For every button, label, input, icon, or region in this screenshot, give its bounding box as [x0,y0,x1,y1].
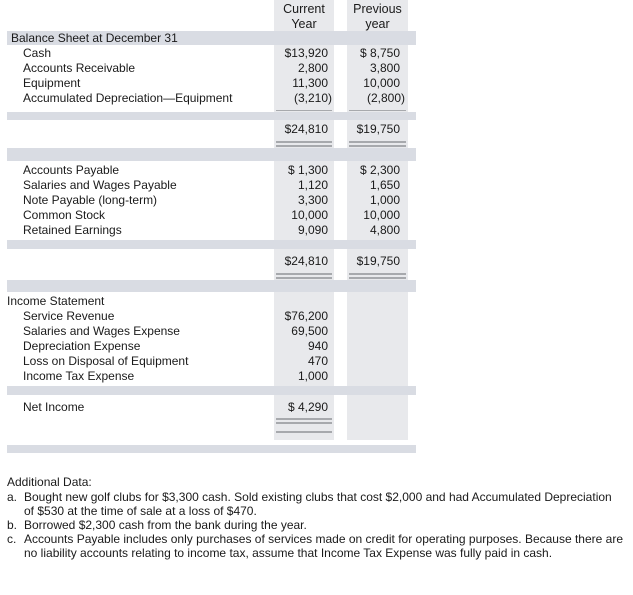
income-item-current: 69,500 [291,324,328,338]
asset-previous: (2,800) [366,91,405,105]
asset-total-double-rule [349,141,406,143]
item-text: Accounts Payable includes only purchases of services made on credit for operating purposes. Because there are no liability accounts relating to income tax, assume that Income Tax Expense was fully paid in cash. [24,532,624,560]
item-text: Bought new golf clubs for $3,300 cash. Sold existing clubs that cost $2,000 and had Accumulated Depreciation of $530 at the time of sale at a loss of $470. [24,490,612,518]
income-item-current: 1,000 [297,369,328,383]
liability-total-double-rule [276,277,332,279]
net-income-double-rule [276,418,332,420]
income-item-label: Service Revenue [23,309,115,323]
liability-label: Salaries and Wages Payable [23,178,177,192]
liability-previous: 1,650 [369,178,400,192]
liability-current: $ 1,300 [287,163,328,177]
income-item-current: $76,200 [284,309,328,323]
liability-label: Common Stock [23,208,106,222]
net-income-double-rule [276,431,332,433]
asset-separator-band [7,112,416,120]
income-item-label: Income Tax Expense [23,369,135,383]
item-letter: c. [7,532,17,546]
liability-previous: 4,800 [369,223,400,237]
asset-label: Accounts Receivable [23,61,136,75]
bottom-band [7,445,416,453]
asset-subtotal-rule [349,110,406,111]
asset-previous: 10,000 [363,76,400,90]
current-year-header: Current Year [283,2,325,31]
asset-previous: $ 8,750 [359,46,400,60]
balance-sheet-title: Balance Sheet at December 31 [11,31,178,45]
income-item-label: Salaries and Wages Expense [23,324,180,338]
net-income-current: $ 4,290 [287,400,328,414]
asset-current: $13,920 [284,46,328,60]
liability-current: 3,300 [297,193,328,207]
asset-total-double-rule [349,145,406,147]
asset-label: Cash [23,46,52,60]
item-letter: b. [7,518,18,532]
liability-total-previous: $19,750 [356,254,400,268]
item-letter: a. [7,490,18,504]
liability-previous: 10,000 [363,208,400,222]
asset-current: (3,210) [293,91,332,105]
asset-subtotal-rule [276,110,332,111]
asset-label: Accumulated Depreciation—Equipment [23,91,233,105]
net-income-label: Net Income [23,400,85,414]
income-statement-title: Income Statement [7,294,105,308]
asset-total-current: $24,810 [284,122,328,136]
liability-previous: 1,000 [369,193,400,207]
item-text: Borrowed $2,300 cash from the bank during the year. [24,518,307,532]
additional-data-title: Additional Data: [7,475,92,489]
liability-total-double-rule [349,277,406,279]
liability-total-double-rule [276,273,332,275]
additional-item [7,532,623,560]
liability-separator-band [7,240,416,249]
liability-label: Note Payable (long-term) [23,193,158,207]
liability-total-double-rule [349,273,406,275]
liabilities-band [7,148,416,161]
income-item-current: 470 [307,354,328,368]
asset-total-double-rule [276,145,332,147]
additional-item [7,518,623,532]
liability-total-current: $24,810 [284,254,328,268]
liability-label: Retained Earnings [23,223,122,237]
asset-previous: 3,800 [369,61,400,75]
asset-current: 2,800 [297,61,328,75]
liability-current: 9,090 [297,223,328,237]
income-item-label: Loss on Disposal of Equipment [23,354,189,368]
liability-previous: $ 2,300 [359,163,400,177]
liability-current: 10,000 [291,208,328,222]
additional-data [7,475,623,560]
liability-current: 1,120 [297,178,328,192]
income-item-current: 940 [307,339,328,353]
net-income-double-rule [276,422,332,424]
asset-label: Equipment [23,76,81,90]
asset-total-previous: $19,750 [356,122,400,136]
previous-year-header: Previous year [353,2,402,31]
asset-current: 11,300 [292,76,328,90]
income-item-label: Depreciation Expense [23,339,141,353]
additional-item [7,490,623,518]
asset-total-double-rule [276,141,332,143]
net-income-separator-band [7,386,416,395]
income-statement-band [7,280,416,292]
liability-label: Accounts Payable [23,163,120,177]
